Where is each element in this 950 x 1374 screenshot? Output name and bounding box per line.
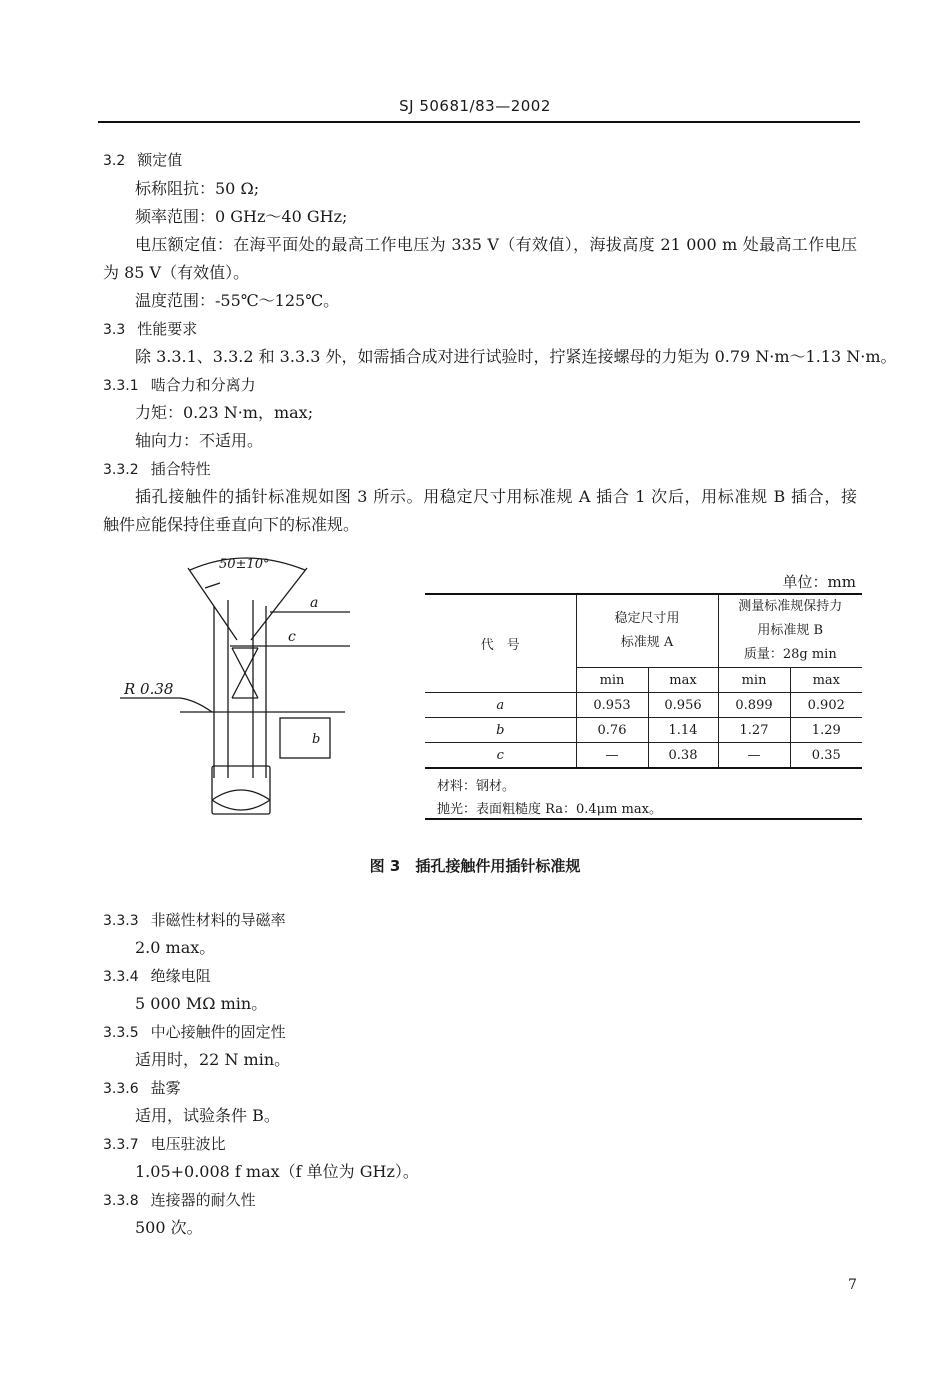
voltage-line-2: 为 85 V（有效值）。 bbox=[103, 263, 250, 282]
section-3-3-heading bbox=[103, 319, 197, 340]
break-line-2 bbox=[212, 800, 270, 810]
section-title: 非磁性材料的导磁率 bbox=[150, 911, 286, 929]
section-number: 3.3.4 bbox=[103, 969, 139, 985]
pin-gauge-drawing bbox=[120, 548, 360, 828]
section-3-2-heading bbox=[103, 150, 182, 171]
material-note: 材料：钢材。 bbox=[437, 779, 516, 794]
gauge-a-header-line1: 稳定尺寸用 bbox=[614, 611, 680, 626]
b-max-value: 0.35 bbox=[790, 743, 862, 769]
finish-note: 抛光：表面粗糙度 Ra：0.4μm max。 bbox=[437, 802, 662, 817]
a-max-value: 0.956 bbox=[648, 693, 718, 718]
section-number: 3.3.1 bbox=[103, 378, 139, 394]
section-3-3-6-heading bbox=[103, 1078, 181, 1099]
row-code: c bbox=[425, 743, 576, 769]
arrow-left bbox=[205, 583, 220, 588]
code-column-header: 代 号 bbox=[425, 594, 576, 693]
section-number: 3.3.5 bbox=[103, 1025, 139, 1041]
radius-label: R 0.38 bbox=[124, 680, 174, 698]
gauge-b-header bbox=[718, 594, 862, 668]
section-3-3-3-heading bbox=[103, 910, 286, 931]
cone-ray-left bbox=[188, 568, 237, 640]
a-min-header: min bbox=[576, 668, 648, 693]
table-row bbox=[425, 718, 862, 743]
section-title: 连接器的耐久性 bbox=[150, 1191, 256, 1209]
section-title: 插合特性 bbox=[150, 460, 211, 478]
insulation-value: 5 000 MΩ min。 bbox=[135, 994, 268, 1013]
section-number: 3.3.7 bbox=[103, 1137, 139, 1153]
durability-value: 500 次。 bbox=[135, 1218, 203, 1237]
label-a: a bbox=[310, 595, 319, 611]
gauge-b-header-line3: 质量：28g min bbox=[743, 647, 837, 662]
gauge-a-header-line2: 标准规 A bbox=[620, 635, 674, 650]
section-number: 3.3.8 bbox=[103, 1193, 139, 1209]
section-title: 性能要求 bbox=[137, 320, 198, 338]
section-title: 额定值 bbox=[137, 151, 183, 169]
table-bottom-rule bbox=[425, 818, 862, 820]
b-max-value: 1.29 bbox=[790, 718, 862, 743]
section-number: 3.3 bbox=[103, 322, 126, 338]
frequency-line: 频率范围：0 GHz～40 GHz; bbox=[135, 207, 348, 226]
section-title: 中心接触件的固定性 bbox=[150, 1023, 286, 1041]
cone-ray-right bbox=[251, 568, 307, 640]
a-min-value: 0.953 bbox=[576, 693, 648, 718]
section-3-3-7-heading bbox=[103, 1134, 226, 1155]
figure-caption: 图 3 插孔接触件用插针标准规 bbox=[369, 857, 581, 875]
voltage-line-1: 电压额定值：在海平面处的最高工作电压为 335 V（有效值），海拔高度 21 000 m 处最高工作电压 bbox=[135, 235, 857, 254]
unit-label: 单位：mm bbox=[782, 573, 856, 591]
salt-spray-value: 适用，试验条件 B。 bbox=[135, 1106, 280, 1125]
axial-force-line: 轴向力：不适用。 bbox=[135, 431, 264, 450]
table-header-row bbox=[425, 594, 862, 668]
section-number: 3.3.3 bbox=[103, 913, 139, 929]
permeability-value: 2.0 max。 bbox=[135, 938, 216, 957]
section-3-3-2-heading bbox=[103, 459, 211, 480]
impedance-line: 标称阻抗：50 Ω; bbox=[135, 179, 260, 198]
b-max-header: max bbox=[790, 668, 862, 693]
torque-line: 力矩：0.23 N·m，max; bbox=[135, 403, 314, 422]
row-code: a bbox=[425, 693, 576, 718]
b-min-value: 1.27 bbox=[718, 718, 790, 743]
a-max-value: 1.14 bbox=[648, 718, 718, 743]
page-number: 7 bbox=[848, 1277, 857, 1293]
gauge-a-header bbox=[576, 594, 718, 668]
b-max-value: 0.902 bbox=[790, 693, 862, 718]
a-max-value: 0.38 bbox=[648, 743, 718, 769]
section-3-3-4-heading bbox=[103, 966, 211, 987]
section-title: 电压驻波比 bbox=[150, 1135, 226, 1153]
shoulder-block bbox=[280, 718, 330, 758]
a-min-value: 0.76 bbox=[576, 718, 648, 743]
row-code: b bbox=[425, 718, 576, 743]
table-row bbox=[425, 743, 862, 769]
performance-text: 除 3.3.1、3.3.2 和 3.3.3 外，如需插合成对进行试验时，拧紧连接螺母的力矩为 0.79 N·m～1.13 N·m。 bbox=[135, 347, 897, 366]
mating-text-line-1: 插孔接触件的插针标准规如图 3 所示。用稳定尺寸用标准规 A 插合 1 次后，用标准规 B 插合，接 bbox=[135, 487, 857, 506]
section-number: 3.3.6 bbox=[103, 1081, 139, 1097]
section-number: 3.3.2 bbox=[103, 462, 139, 478]
table-row bbox=[425, 693, 862, 718]
section-title: 盐雾 bbox=[150, 1079, 181, 1097]
section-title: 啮合力和分离力 bbox=[150, 376, 256, 394]
gauge-b-header-line2: 用标准规 B bbox=[757, 623, 824, 638]
b-min-header: min bbox=[718, 668, 790, 693]
break-line-1 bbox=[212, 790, 270, 800]
section-3-3-8-heading bbox=[103, 1190, 256, 1211]
label-c: c bbox=[288, 629, 296, 645]
header-rule bbox=[98, 121, 860, 123]
retention-value: 适用时，22 N min。 bbox=[135, 1050, 291, 1069]
document-code-header: SJ 50681/83—2002 bbox=[399, 97, 551, 115]
b-min-value: — bbox=[718, 743, 790, 769]
a-max-header: max bbox=[648, 668, 718, 693]
gauge-b-header-line1: 测量标准规保持力 bbox=[738, 599, 843, 614]
angle-label: 50±10° bbox=[219, 557, 270, 572]
section-3-3-1-heading bbox=[103, 375, 256, 396]
label-b: b bbox=[312, 732, 321, 747]
section-3-3-5-heading bbox=[103, 1022, 286, 1043]
radius-leader bbox=[180, 698, 212, 712]
temperature-line: 温度范围：-55℃～125℃。 bbox=[135, 291, 340, 310]
b-min-value: 0.899 bbox=[718, 693, 790, 718]
a-min-value: — bbox=[576, 743, 648, 769]
mating-text-line-2: 触件应能保持住垂直向下的标准规。 bbox=[103, 515, 360, 534]
section-title: 绝缘电阻 bbox=[150, 967, 211, 985]
section-number: 3.2 bbox=[103, 153, 126, 169]
vswr-value: 1.05+0.008 f max（f 单位为 GHz）。 bbox=[135, 1162, 419, 1181]
gauge-dimension-table bbox=[425, 593, 862, 769]
